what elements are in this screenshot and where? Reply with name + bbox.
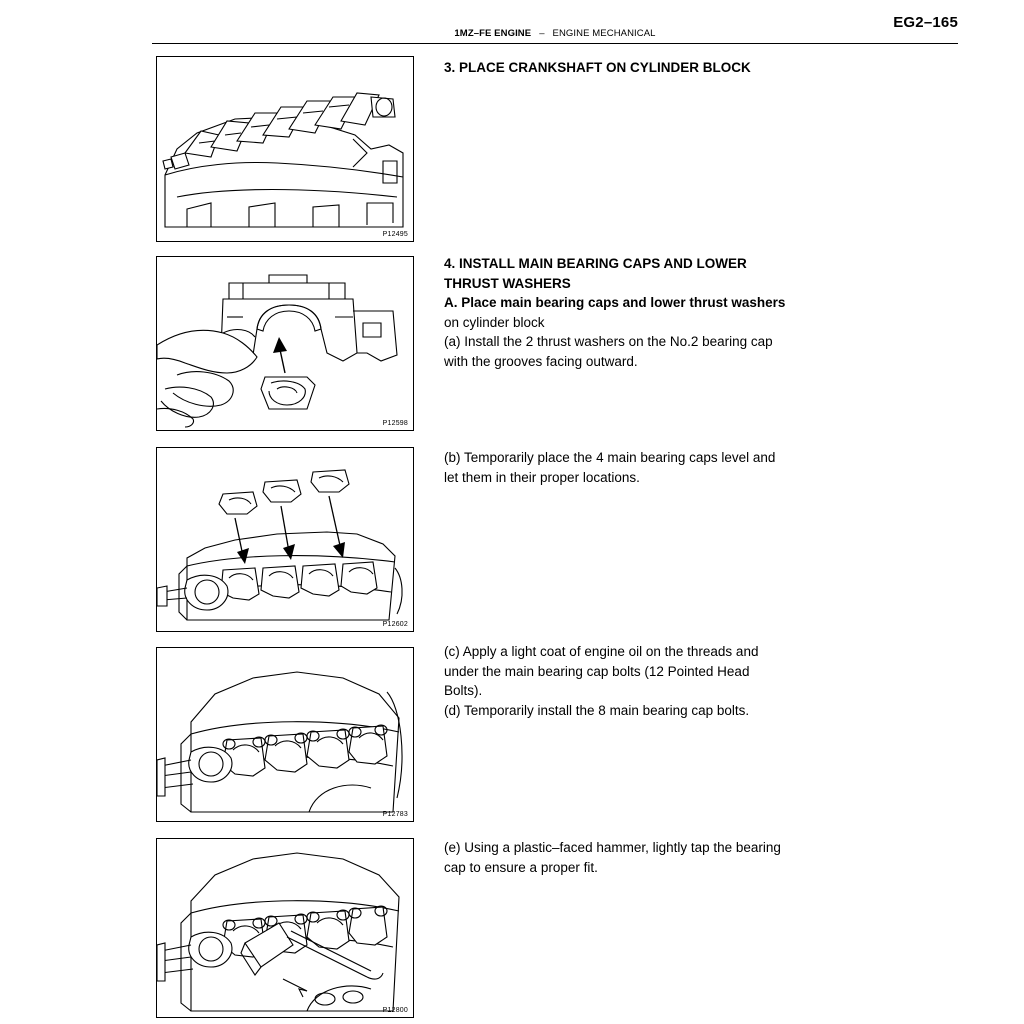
header-engine: 1MZ–FE ENGINE — [454, 28, 532, 39]
figure-bearing-cap-bolts-install — [156, 647, 414, 822]
figure-id: P12495 — [382, 231, 408, 238]
figure-thrust-washer-install — [156, 256, 414, 431]
header-section: ENGINE MECHANICAL — [552, 28, 656, 39]
figure-plastic-faced-hammer-tap — [156, 838, 414, 1018]
figure-crankshaft-on-cylinder-block — [156, 56, 414, 242]
step-4b-line2: let them in their proper locations. — [444, 469, 640, 485]
step-3-text — [444, 58, 838, 78]
step-4e-line2: cap to ensure a proper fit. — [444, 859, 598, 875]
step-4c-line2: under the main bearing cap bolts (12 Pointed Head — [444, 663, 750, 679]
figure-id: P12602 — [382, 621, 408, 628]
figure-5-drawing — [157, 839, 412, 1016]
page-number: EG2–165 — [893, 14, 958, 31]
step-4a-subtitle-cont: on cylinder block — [444, 314, 545, 330]
figure-id: P12800 — [382, 1007, 408, 1014]
figure-3-drawing — [157, 448, 412, 630]
header-divider — [152, 43, 958, 44]
step-4b-text — [444, 448, 838, 487]
header-separator: – — [539, 28, 545, 39]
step-4a-subtitle: A. Place main bearing caps and lower thrust washers — [444, 295, 786, 311]
step-4a-line2: with the grooves facing outward. — [444, 353, 638, 369]
figure-id: P12783 — [382, 811, 408, 818]
step-4cd-text — [444, 642, 838, 720]
figure-4-drawing — [157, 648, 412, 820]
step-4c-line3: Bolts). — [444, 683, 483, 699]
figure-1-drawing — [157, 57, 412, 240]
step-4-title-line1: 4. INSTALL MAIN BEARING CAPS AND LOWER — [444, 256, 747, 271]
step-4d-line1: (d) Temporarily install the 8 main bearing cap bolts. — [444, 702, 750, 718]
step-4b-line1: (b) Temporarily place the 4 main bearing caps level and — [444, 450, 776, 465]
step-4-title-line2: THRUST WASHERS — [444, 275, 571, 291]
header-title — [152, 28, 958, 42]
step-4c-line1: (c) Apply a light coat of engine oil on the threads and — [444, 644, 759, 659]
step-4e-line1: (e) Using a plastic–faced hammer, lightly tap the bearing — [444, 840, 781, 855]
step-3-title: 3. PLACE CRANKSHAFT ON CYLINDER BLOCK — [444, 60, 751, 75]
step-4a-line1: (a) Install the 2 thrust washers on the No.2 bearing cap — [444, 334, 773, 350]
step-4-text — [444, 254, 838, 371]
figure-2-drawing — [157, 257, 412, 429]
figure-id: P12598 — [382, 420, 408, 427]
step-4e-text — [444, 838, 838, 877]
figure-main-bearing-caps-placement — [156, 447, 414, 632]
